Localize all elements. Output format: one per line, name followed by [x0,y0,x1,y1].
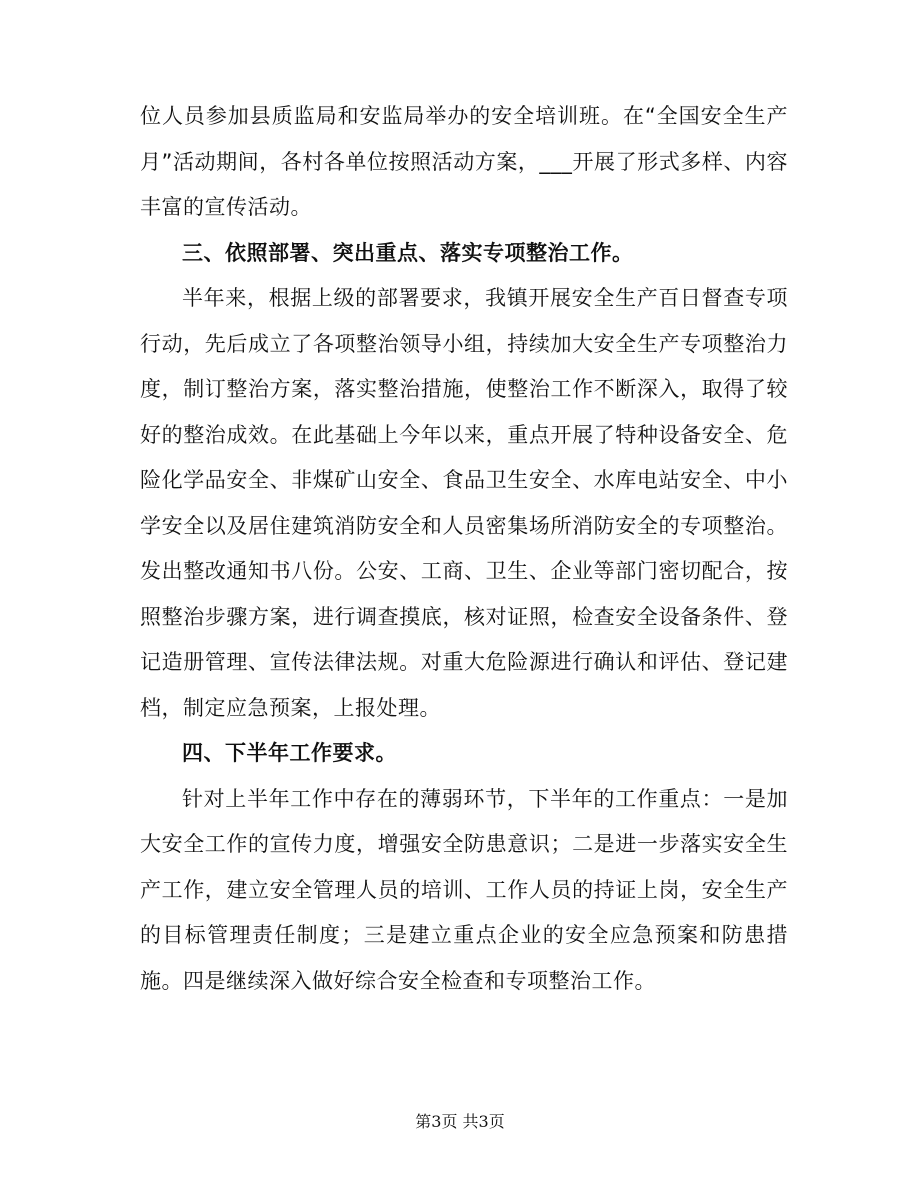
section-heading-3: 三、依照部署、突出重点、落实专项整治工作。 [182,240,634,265]
paragraph-continuation: 位人员参加县质监局和安监局举办的安全培训班。在“全国安全生产月”活动期间，各村各单位按照活动方案，___开展了形式多样、内容丰富的宣传活动。 [140,104,788,219]
document-body [140,94,788,1004]
paragraph-section-4: 针对上半年工作中存在的薄弱环节，下半年的工作重点：一是加大安全工作的宣传力度，增强安全防患意识；二是进一步落实安全生产工作，建立安全管理人员的培训、工作人员的持证上岗，安全生产的目标管理责任制度；三是建立重点企业的安全应急预案和防患措施。四是继续深入做好综合安全检查和专项整治工作。 [140,786,788,993]
section-heading-4: 四、下半年工作要求。 [182,741,397,765]
paragraph-section-3: 半年来，根据上级的部署要求，我镇开展安全生产百日督查专项行动，先后成立了各项整治领导小组，持续加大安全生产专项整治力度，制订整治方案，落实整治措施，使整治工作不断深入，取得了较好的整治成效。在此基础上今年以来，重点开展了特种设备安全、危险化学品安全、非煤矿山安全、食品卫生安全、水库电站安全、中小学安全以及居住建筑消防安全和人员密集场所消防安全的专项整治。发出整改通知书八份。公安、工商、卫生、企业等部门密切配合，按照整治步骤方案，进行调查摸底，核对证照，检查安全设备条件、登记造册管理、宣传法律法规。对重大危险源进行确认和评估、登记建档，制定应急预案，上报处理。 [140,286,788,720]
page-number-footer: 第3页 共3页 [415,1112,505,1131]
